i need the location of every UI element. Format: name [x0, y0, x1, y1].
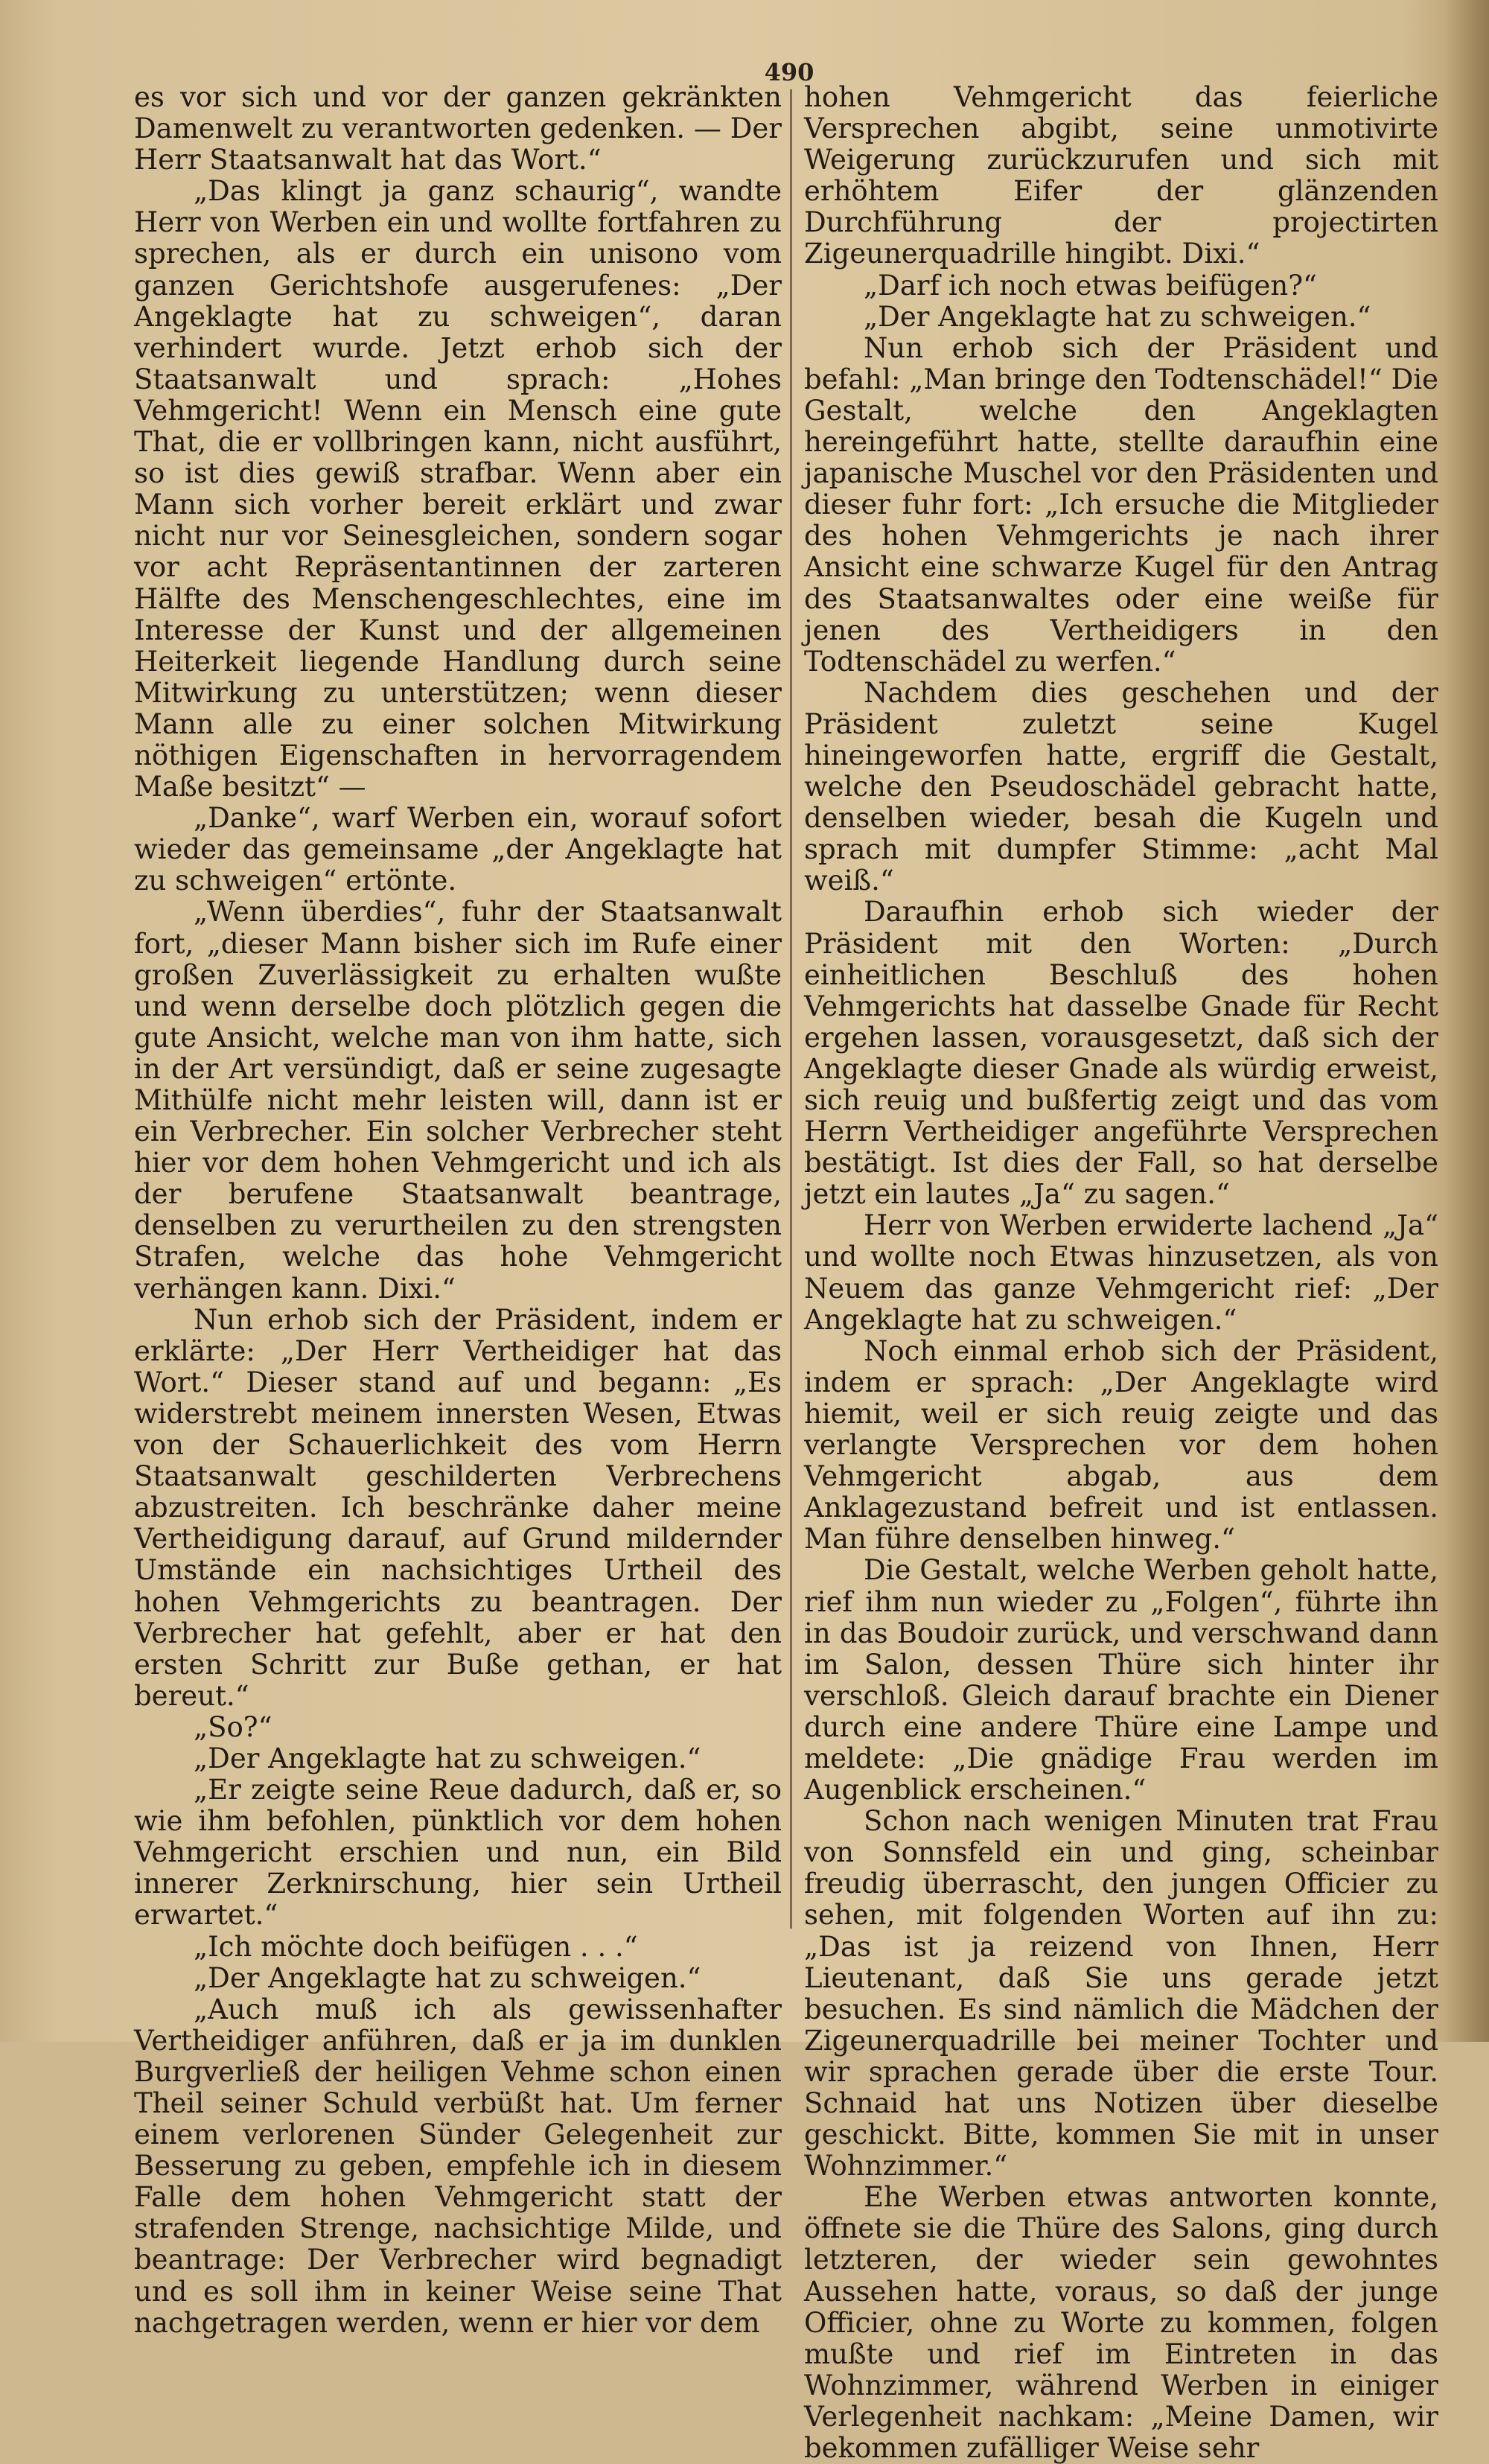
paragraph: Noch einmal erhob sich der Präsident, indem er sprach: „Der Angeklagte wird hiemit, weil er sich reuig zeigte und das verlangte Versprechen vor dem hohen Vehmgericht abgab, aus dem Anklagezustand befreit und ist entlassen. Man führe denselben hinweg.“ — [804, 1334, 1438, 1556]
column-divider — [790, 89, 792, 1929]
paragraph: Schon nach wenigen Minuten trat Frau von Sonnsfeld ein und ging, scheinbar freudig überrascht, den jungen Officier zu sehen, mit folgenden Worten auf ihn zu: „Das ist ja reizend von Ihnen, Herr Lieutenant, daß Sie uns gerade jetzt besuchen. Es sind nämlich die Mädchen der Zigeunerquadrille bei meiner Tochter und wir sprachen gerade über die erste Tour. Schnaid hat uns Notizen über dieselbe geschickt. Bitte, kommen Sie mit in unser Wohnzimmer.“ — [804, 1805, 1438, 2183]
page-number: 490 — [764, 58, 814, 86]
paragraph: Nun erhob sich der Präsident, indem er erklärte: „Der Herr Vertheidiger hat das Wort.“ Dieser stand auf und begann: „Es widerstrebt meinem innersten Wesen, Etwas von der Schauerlichkeit des vom Herrn Staatsanwalt geschilderten Verbrechens abzustreiten. Ich beschränke daher meine Vertheidigung darauf, auf Grund mildernder Umstände ein nachsichtiges Urtheil des hohen Vehmgerichts zu beantragen. Der Verbrecher hat gefehlt, aber er hat den ersten Schritt zur Buße gethan, er hat bereut.“ — [134, 1303, 782, 1712]
paragraph: „Er zeigte seine Reue dadurch, daß er, so wie ihm befohlen, pünktlich vor dem hohen Vehmgericht erschien und nun, ein Bild innerer Zerknirschung, hier sein Urtheil erwartet.“ — [134, 1774, 782, 1932]
paragraph: „Der Angeklagte hat zu schweigen.“ — [194, 1742, 701, 1774]
paragraph: „Das klingt ja ganz schaurig“, wandte Herr von Werben ein und wollte fortfahren zu sprechen, als er durch ein unisono vom ganzen Gerichtshofe ausgerufenes: „Der Angeklagte hat zu schweigen“, daran verhindert wurde. Jetzt erhob sich der Staatsanwalt und sprach: „Hohes Vehmgericht! Wenn ein Mensch eine gute That, die er vollbringen kann, nicht ausführt, so ist dies gewiß strafbar. Wenn aber ein Mann sich vorher bereit erklärt und zwar nicht nur vor Seinesgleichen, sondern sogar vor acht Repräsentantinnen der zarteren Hälfte des Menschengeschlechtes, eine im Interesse der Kunst und der allgemeinen Heiterkeit liegende Handlung durch seine Mitwirkung zu unterstützen; wenn dieser Mann alle zu einer solchen Mitwirkung nöthigen Eigenschaften in hervorragendem Maße besitzt“ — — [134, 175, 782, 803]
paragraph: Die Gestalt, welche Werben geholt hatte, rief ihm nun wieder zu „Folgen“, führte ihn in das Boudoir zurück, und verschwand dann im Salon, dessen Thüre sich hinter ihr verschloß. Gleich darauf brachte ein Diener durch eine andere Thüre eine Lampe und meldete: „Die gnädige Frau werden im Augenblick erscheinen.“ — [804, 1554, 1438, 1806]
paragraph: hohen Vehmgericht das feierliche Versprechen abgibt, seine unmotivirte Weigerung zurückzurufen und sich mit erhöhtem Eifer der glänzenden Durchführung der projectirten Zigeunerquadrille hingibt. Dixi.“ — [804, 81, 1438, 270]
paragraph: „Der Angeklagte hat zu schweigen.“ — [864, 300, 1371, 333]
left-text-column — [134, 81, 782, 2339]
paragraph: es vor sich und vor der ganzen gekränkten Damenwelt zu verantworten gedenken. — Der Herr Staatsanwalt hat das Wort.“ — [134, 81, 782, 176]
paragraph: „Auch muß ich als gewissenhafter Vertheidiger anführen, daß er ja im dunklen Burgverließ der heiligen Vehme schon einen Theil seiner Schuld verbüßt hat. Um ferner einem verlorenen Sünder Gelegenheit zur Besserung zu geben, empfehle ich in diesem Falle dem hohen Vehmgericht statt der strafenden Strenge, nachsichtige Milde, und beantrage: Der Verbrecher wird begnadigt und es soll ihm in keiner Weise seine That nachgetragen werden, wenn er hier vor dem — [134, 1993, 782, 2339]
paragraph: Herr von Werben erwiderte lachend „Ja“ und wollte noch Etwas hinzusetzen, als von Neuem das ganze Vehmgericht rief: „Der Angeklagte hat zu schweigen.“ — [804, 1209, 1438, 1336]
paragraph: Daraufhin erhob sich wieder der Präsident mit den Worten: „Durch einheitlichen Beschluß des hohen Vehmgerichts hat dasselbe Gnade für Recht ergehen lassen, vorausgesetzt, daß sich der Angeklagte dieser Gnade als würdig erweist, sich reuig und bußfertig zeigt und das vom Herrn Vertheidiger angeführte Versprechen bestätigt. Ist dies der Fall, so hat derselbe jetzt ein lautes „Ja“ zu sagen.“ — [804, 896, 1438, 1211]
paragraph: Nun erhob sich der Präsident und befahl: „Man bringe den Todtenschädel!“ Die Gestalt, welche den Angeklagten hereingeführt hatte, stellte daraufhin eine japanische Muschel vor den Präsidenten und dieser fuhr fort: „Ich ersuche die Mitglieder des hohen Vehmgerichts je nach ihrer Ansicht eine schwarze Kugel für den Antrag des Staatsanwaltes oder eine weiße für jenen des Vertheidigers in den Todtenschädel zu werfen.“ — [804, 331, 1438, 678]
page-gutter-shadow — [1444, 0, 1489, 2042]
paragraph: „Wenn überdies“, fuhr der Staatsanwalt fort, „dieser Mann bisher sich im Rufe einer großen Zuverlässigkeit zu erhalten wußte und wenn derselbe doch plötzlich gegen die gute Ansicht, welche man von ihm hatte, sich in der Art versündigt, daß er seine zugesagte Mithülfe nicht mehr leisten will, dann ist er ein Verbrecher. Ein solcher Verbrecher steht hier vor dem hohen Vehmgericht und ich als der berufene Staatsanwalt beantrage, denselben zu verurtheilen zu den strengsten Strafen, welche das hohe Vehmgericht verhängen kann. Dixi.“ — [134, 896, 782, 1305]
paragraph: Nachdem dies geschehen und der Präsident zuletzt seine Kugel hineingeworfen hatte, ergriff die Gestalt, welche den Pseudoschädel gebracht hatte, denselben wieder, besah die Kugeln und sprach mit dumpfer Stimme: „acht Mal weiß.“ — [804, 676, 1438, 897]
paragraph: „Danke“, warf Werben ein, worauf sofort wieder das gemeinsame „der Angeklagte hat zu schweigen“ ertönte. — [134, 802, 782, 897]
paragraph: „Darf ich noch etwas beifügen?“ — [864, 269, 1317, 302]
paragraph: Ehe Werben etwas antworten konnte, öffnete sie die Thüre des Salons, ging durch letzteren, der wieder sein gewohntes Aussehen hatte, voraus, so daß der junge Officier, ohne zu Worte zu kommen, folgen mußte und rief im Eintreten in das Wohnzimmer, während Werben in einiger Verlegenheit nachkam: „Meine Damen, wir bekommen zufälliger Weise sehr — [804, 2181, 1438, 2464]
paragraph: „So?“ — [194, 1710, 272, 1743]
right-text-column — [804, 81, 1438, 2464]
paragraph: „Der Angeklagte hat zu schweigen.“ — [194, 1961, 701, 1994]
paragraph: „Ich möchte doch beifügen . . .“ — [194, 1930, 638, 1963]
